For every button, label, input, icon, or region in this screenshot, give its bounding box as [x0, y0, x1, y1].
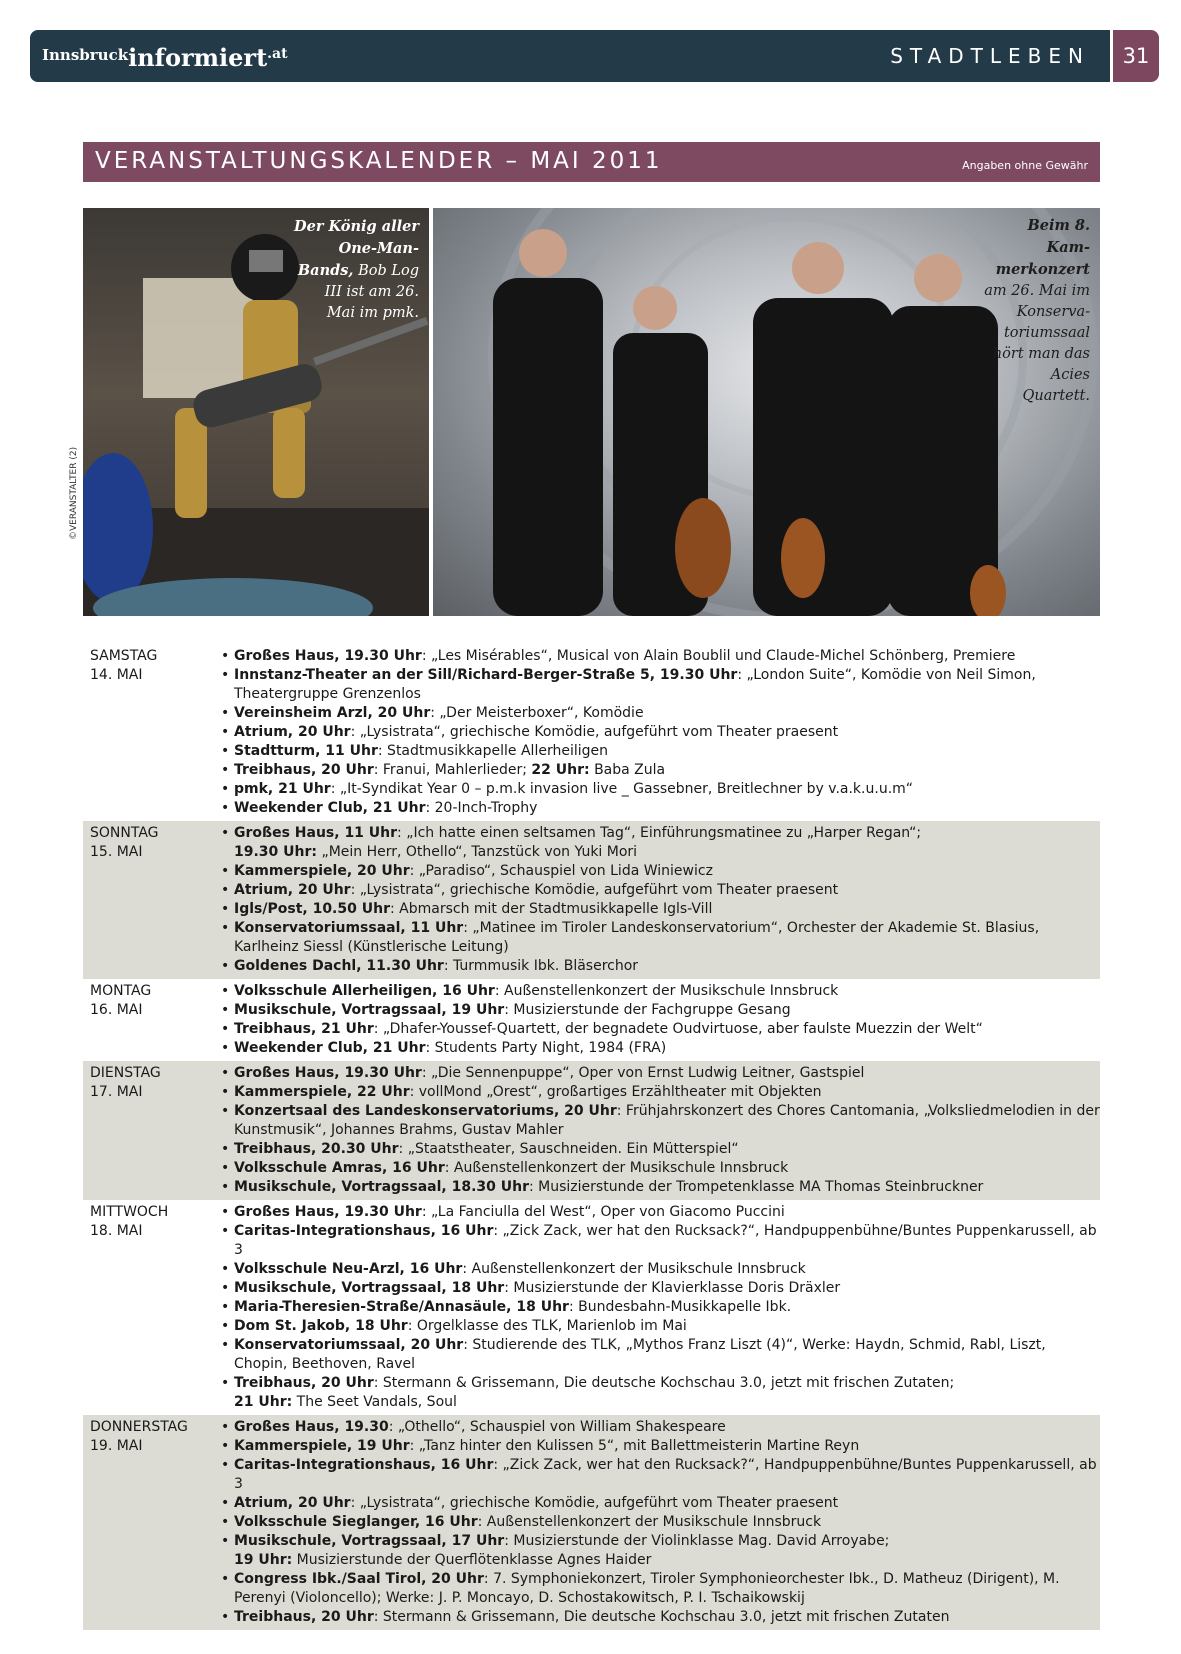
event-venue: Congress Ibk./Saal Tirol, 20 Uhr — [234, 1571, 484, 1587]
weekday: DIENSTAG — [90, 1065, 161, 1081]
date: 17. MAI — [90, 1084, 143, 1100]
event-venue: pmk, 21 Uhr — [234, 781, 331, 797]
event-venue: Atrium, 20 Uhr — [234, 1495, 351, 1511]
photo-credit: ©VERANSTALTER (2) — [69, 446, 79, 540]
event-venue: Konservatoriumssaal, 11 Uhr — [234, 920, 464, 936]
weekday: DONNERSTAG — [90, 1419, 188, 1435]
header-bar — [30, 30, 1110, 82]
event-venue: Treibhaus, 20 Uhr — [234, 1375, 374, 1391]
event-item — [220, 1418, 1100, 1437]
event-venue: Volksschule Allerheiligen, 16 Uhr — [234, 983, 495, 999]
event-venue: Volksschule Sieglanger, 16 Uhr — [234, 1514, 478, 1530]
event-list — [220, 1203, 1100, 1412]
event-venue: Weekender Club, 21 Uhr — [234, 1040, 426, 1056]
event-item — [220, 1336, 1100, 1374]
event-item — [220, 1513, 1100, 1532]
event-item — [220, 1494, 1100, 1513]
day-block — [83, 979, 1100, 1061]
event-time: 19 Uhr: — [234, 1552, 293, 1568]
event-venue: Konzertsaal des Landeskonservatoriums, 20 Uhr — [234, 1103, 617, 1119]
event-description: : „London Suite“, Komödie von Neil Simon, Theatergruppe Grenzenlos — [234, 667, 1036, 702]
event-list — [220, 1418, 1100, 1627]
event-venue: Großes Haus, 19.30 — [234, 1419, 389, 1435]
event-item — [220, 666, 1100, 704]
event-item — [220, 1532, 1100, 1570]
event-description: : Außenstellenkonzert der Musikschule Innsbruck — [494, 983, 839, 999]
day-block — [83, 821, 1100, 979]
event-venue: Treibhaus, 20 Uhr — [234, 762, 374, 778]
event-time: 19.30 Uhr: — [234, 844, 317, 860]
event-item — [220, 647, 1100, 666]
calendar-title-bar — [83, 142, 1100, 182]
event-item — [220, 1001, 1100, 1020]
day-label — [83, 647, 220, 818]
day-block — [83, 1200, 1100, 1415]
event-venue: Großes Haus, 19.30 Uhr — [234, 648, 422, 664]
event-item — [220, 1260, 1100, 1279]
event-venue: Weekender Club, 21 Uhr — [234, 800, 426, 816]
event-item — [220, 1374, 1100, 1412]
event-description: : „Ich hatte einen seltsamen Tag“, Einführungsmatinee zu „Harper Regan“; — [397, 825, 922, 841]
event-venue: Vereinsheim Arzl, 20 Uhr — [234, 705, 431, 721]
event-item — [220, 824, 1100, 862]
event-description: : Abmarsch mit der Stadtmusikkapelle Igls-Vill — [389, 901, 713, 917]
event-item — [220, 1178, 1100, 1197]
event-description: : „Paradiso“, Schauspiel von Lida Winiewicz — [409, 863, 713, 879]
event-description: : 7. Symphoniekonzert, Tiroler Symphonieorchester Ibk., D. Matheuz (Dirigent), M. Perenyi (Violoncello); Werke: J. P. Moncayo, D. Schostakowitsch, P. I. Tschaikowskij — [234, 1571, 1060, 1606]
event-description: Musizierstunde der Querflötenklasse Agnes Haider — [292, 1552, 652, 1568]
weekday: MONTAG — [90, 983, 152, 999]
event-venue: Großes Haus, 11 Uhr — [234, 825, 398, 841]
event-venue: Dom St. Jakob, 18 Uhr — [234, 1318, 408, 1334]
day-label — [83, 824, 220, 976]
event-item — [220, 780, 1100, 799]
event-venue: Volksschule Amras, 16 Uhr — [234, 1160, 445, 1176]
event-item — [220, 742, 1100, 761]
event-venue: Caritas-Integrationshaus, 16 Uhr — [234, 1457, 494, 1473]
event-description: Baba Zula — [589, 762, 666, 778]
event-venue: Musikschule, Vortragssaal, 17 Uhr — [234, 1533, 505, 1549]
day-label — [83, 1203, 220, 1412]
event-venue: Treibhaus, 20 Uhr — [234, 1609, 374, 1625]
day-block — [83, 1061, 1100, 1200]
event-item — [220, 1064, 1100, 1083]
event-item — [220, 704, 1100, 723]
page-title: VERANSTALTUNGSKALENDER – MAI 2011 — [95, 148, 663, 174]
event-item — [220, 1159, 1100, 1178]
event-description: : Turmmusik Ibk. Bläserchor — [443, 958, 639, 974]
event-item — [220, 1140, 1100, 1159]
event-item — [220, 919, 1100, 957]
event-description: : Bundesbahn-Musikkapelle Ibk. — [568, 1299, 792, 1315]
event-description: : Stadtmusikkapelle Allerheiligen — [377, 743, 608, 759]
event-item — [220, 1020, 1100, 1039]
date: 15. MAI — [90, 844, 143, 860]
event-list — [220, 647, 1100, 818]
event-list — [220, 1064, 1100, 1197]
event-description: : „Othello“, Schauspiel von William Shakespeare — [388, 1419, 726, 1435]
event-continuation — [234, 843, 1100, 862]
event-venue: Igls/Post, 10.50 Uhr — [234, 901, 390, 917]
event-item — [220, 862, 1100, 881]
photo-one-man-band — [83, 208, 429, 616]
event-calendar — [83, 644, 1100, 1630]
event-description: : „Dhafer-Youssef-Quartett, der begnadete Oudvirtuose, aber faulste Muezzin der Welt“ — [373, 1021, 983, 1037]
event-description: : „It-Syndikat Year 0 – p.m.k invasion live _ Gassebner, Breitlechner by v.a.k.u.u.m“ — [330, 781, 914, 797]
day-block — [83, 1415, 1100, 1630]
event-description: The Seet Vandals, Soul — [292, 1394, 457, 1410]
event-continuation — [234, 1551, 1100, 1570]
event-item — [220, 1102, 1100, 1140]
event-description: : Musizierstunde der Fachgruppe Gesang — [504, 1002, 791, 1018]
event-description: : „La Fanciulla del West“, Oper von Giacomo Puccini — [421, 1204, 785, 1220]
event-description: : „Lysistrata“, griechische Komödie, aufgeführt vom Theater praesent — [350, 882, 839, 898]
weekday: SONNTAG — [90, 825, 159, 841]
event-description: : „Zick Zack, wer hat den Rucksack?“, Handpuppenbühne/Buntes Puppenkarussell, ab 3 — [234, 1223, 1097, 1258]
event-venue: Großes Haus, 19.30 Uhr — [234, 1204, 422, 1220]
page-number: 31 — [1111, 30, 1159, 82]
event-time: 21 Uhr: — [234, 1394, 293, 1410]
event-item — [220, 1203, 1100, 1222]
event-description: : „Lysistrata“, griechische Komödie, aufgeführt vom Theater praesent — [350, 724, 839, 740]
event-venue: Großes Haus, 19.30 Uhr — [234, 1065, 422, 1081]
event-venue: Kammerspiele, 19 Uhr — [234, 1438, 410, 1454]
event-item — [220, 1298, 1100, 1317]
day-label — [83, 1064, 220, 1197]
event-description: „Mein Herr, Othello“, Tanzstück von Yuki Mori — [317, 844, 638, 860]
event-venue: Kammerspiele, 22 Uhr — [234, 1084, 410, 1100]
event-description: : Frühjahrskonzert des Chores Cantomania, „Volksliedmelodien in der Kunstmusik“, Johannes Brahms, Gustav Mahler — [234, 1103, 1100, 1138]
event-item — [220, 1222, 1100, 1260]
event-item — [220, 1083, 1100, 1102]
photo-caption-right: Beim 8. Kam-merkonzert am 26. Mai im Konserva-toriumssaal hört man das Acies Quartett. — [984, 217, 1090, 404]
day-label — [83, 982, 220, 1058]
event-venue: Musikschule, Vortragssaal, 19 Uhr — [234, 1002, 505, 1018]
event-continuation — [531, 762, 665, 778]
event-description: : 20-Inch-Trophy — [425, 800, 538, 816]
event-description: : Musizierstunde der Klavierklasse Doris Dräxler — [504, 1280, 841, 1296]
event-venue: Atrium, 20 Uhr — [234, 882, 351, 898]
event-item — [220, 1608, 1100, 1627]
event-list — [220, 824, 1100, 976]
event-item — [220, 799, 1100, 818]
event-item — [220, 723, 1100, 742]
event-description: : Stermann & Grissemann, Die deutsche Kochschau 3.0, jetzt mit frischen Zutaten; — [373, 1375, 955, 1391]
event-description: : Musizierstunde der Violinklasse Mag. David Arroyabe; — [504, 1533, 890, 1549]
event-description: : Außenstellenkonzert der Musikschule Innsbruck — [444, 1160, 789, 1176]
event-venue: Innstanz-Theater an der Sill/Richard-Berger-Straße 5, 19.30 Uhr — [234, 667, 738, 683]
event-description: : „Staatstheater, Sauschneiden. Ein Mütterspiel“ — [398, 1141, 739, 1157]
event-description: : „Les Misérables“, Musical von Alain Boublil und Claude-Michel Schönberg, Premiere — [421, 648, 1016, 664]
event-description: : Stermann & Grissemann, Die deutsche Kochschau 3.0, jetzt mit frischen Zutaten — [373, 1609, 950, 1625]
event-description: : Students Party Night, 1984 (FRA) — [425, 1040, 667, 1056]
event-description: : vollMond „Orest“, großartiges Erzähltheater mit Objekten — [409, 1084, 822, 1100]
event-venue: Goldenes Dachl, 11.30 Uhr — [234, 958, 444, 974]
event-venue: Caritas-Integrationshaus, 16 Uhr — [234, 1223, 494, 1239]
event-item — [220, 900, 1100, 919]
event-venue: Musikschule, Vortragssaal, 18.30 Uhr — [234, 1179, 529, 1195]
event-venue: Treibhaus, 20.30 Uhr — [234, 1141, 399, 1157]
event-item — [220, 957, 1100, 976]
event-item — [220, 1437, 1100, 1456]
date: 16. MAI — [90, 1002, 143, 1018]
event-venue: Konservatoriumssaal, 20 Uhr — [234, 1337, 464, 1353]
event-item — [220, 1039, 1100, 1058]
event-continuation — [234, 1393, 1100, 1412]
date: 18. MAI — [90, 1223, 143, 1239]
event-description: : Franui, Mahlerlieder; — [373, 762, 532, 778]
date: 19. MAI — [90, 1438, 143, 1454]
event-item — [220, 1317, 1100, 1336]
event-item — [220, 1456, 1100, 1494]
event-venue: Volksschule Neu-Arzl, 16 Uhr — [234, 1261, 463, 1277]
day-label — [83, 1418, 220, 1627]
weekday: MITTWOCH — [90, 1204, 169, 1220]
event-venue: Stadtturm, 11 Uhr — [234, 743, 378, 759]
event-description: : „Tanz hinter den Kulissen 5“, mit Ballettmeisterin Martine Reyn — [409, 1438, 860, 1454]
event-description: : „Die Sennenpuppe“, Oper von Ernst Ludwig Leitner, Gastspiel — [421, 1065, 865, 1081]
weekday: SAMSTAG — [90, 648, 158, 664]
date: 14. MAI — [90, 667, 143, 683]
section-title: STADTLEBEN — [890, 44, 1090, 68]
event-item — [220, 1279, 1100, 1298]
event-list — [220, 982, 1100, 1058]
event-item — [220, 761, 1100, 780]
event-description: : Musizierstunde der Trompetenklasse MA Thomas Steinbruckner — [529, 1179, 984, 1195]
event-description: : Außenstellenkonzert der Musikschule Innsbruck — [462, 1261, 806, 1277]
event-description: : „Zick Zack, wer hat den Rucksack?“, Handpuppenbühne/Buntes Puppenkarussell, ab 3 — [234, 1457, 1097, 1492]
event-description: : „Lysistrata“, griechische Komödie, aufgeführt vom Theater praesent — [350, 1495, 839, 1511]
photo-caption-left: Der König aller One-Man-Bands, Bob Log III ist am 26. Mai im pmk. — [294, 218, 419, 321]
logo[interactable]: Innsbruckinformiert.at — [42, 43, 288, 72]
event-description: : „Der Meisterboxer“, Komödie — [430, 705, 644, 721]
event-venue: Musikschule, Vortragssaal, 18 Uhr — [234, 1280, 505, 1296]
event-description: : „Matinee im Tiroler Landeskonservatorium“, Orchester der Akademie St. Blasius, Karlheinz Siessl (Künstlerische Leitung) — [234, 920, 1040, 955]
event-venue: Maria-Theresien-Straße/Annasäule, 18 Uhr — [234, 1299, 569, 1315]
event-venue: Atrium, 20 Uhr — [234, 724, 351, 740]
event-time: 22 Uhr: — [531, 762, 590, 778]
event-item — [220, 881, 1100, 900]
event-item — [220, 982, 1100, 1001]
day-block — [83, 644, 1100, 821]
disclaimer: Angaben ohne Gewähr — [962, 159, 1088, 172]
event-description: : Studierende des TLK, „Mythos Franz Liszt (4)“, Werke: Haydn, Schmid, Rabl, Liszt, Chopin, Beethoven, Ravel — [234, 1337, 1046, 1372]
photo-acies-quartett — [433, 208, 1100, 616]
event-item — [220, 1570, 1100, 1608]
event-venue: Treibhaus, 21 Uhr — [234, 1021, 374, 1037]
event-venue: Kammerspiele, 20 Uhr — [234, 863, 410, 879]
event-description: : Außenstellenkonzert der Musikschule Innsbruck — [477, 1514, 822, 1530]
event-description: : Orgelklasse des TLK, Marienlob im Mai — [407, 1318, 687, 1334]
